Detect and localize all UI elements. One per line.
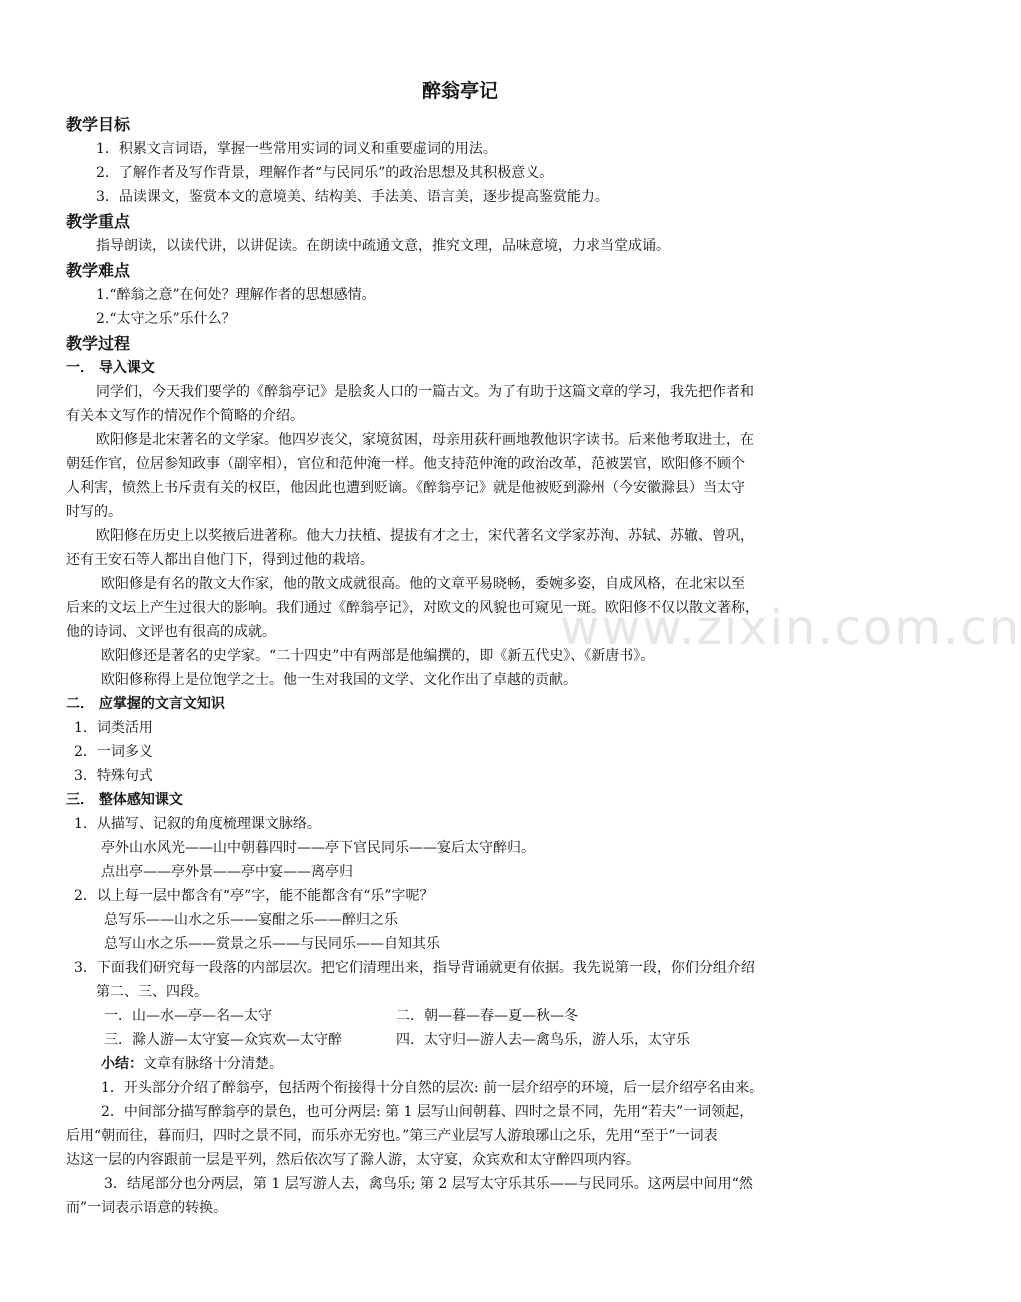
part1-line: 欧阳修在历史上以奖掖后进著称。他大力扶植、提拔有才之士，宋代著名文学家苏洵、苏轼、苏辙、曾巩， xyxy=(96,528,754,544)
part2-item: 2．一词多义 xyxy=(74,744,153,760)
heading-goals: 教学目标 xyxy=(66,115,131,134)
heading-difficulty: 教学难点 xyxy=(66,261,131,280)
part3-heading: 三． 整体感知课文 xyxy=(66,792,183,808)
part1-line: 后来的文坛上产生过很大的影响。我们通过《醉翁亭记》，对欧文的风貌也可窥见一斑。欧阳修不仅以散文著称， xyxy=(66,600,759,616)
part1-line: 他的诗词、文评也有很高的成就。 xyxy=(66,624,276,640)
part1-line: 人利害，愤然上书斥责有关的权臣，他因此也遭到贬谪。《醉翁亭记》就是他被贬到滁州（今安徽滁县）当太守 xyxy=(66,480,745,496)
part3-line: 2．以上每一层中都含有“亭”字，能不能都含有“乐”字呢？ xyxy=(74,888,434,904)
part2-item: 1．词类活用 xyxy=(74,720,153,736)
goal-item-3: 3．品读课文，鉴赏本文的意境美、结构美、手法美、语言美，逐步提高鉴赏能力。 xyxy=(96,189,609,205)
part1-line: 朝廷作官，位居参知政事（副宰相），官位和范仲淹一样。他支持范仲淹的政治改革，范被罢官，欧阳修不顾个 xyxy=(66,456,745,472)
summary-line: 3．结尾部分也分两层，第 1 层写游人去，禽鸟乐; 第 2 层写太守乐其乐——与民同乐。这两层中间用“然 xyxy=(104,1176,753,1192)
watermark: www.zixin.com.cn xyxy=(560,600,1021,656)
part3-line: 三．滁人游—太守宴—众宾欢—太守醉 xyxy=(104,1032,342,1048)
part1-heading: 一． 导入课文 xyxy=(66,360,155,376)
part3-line: 第二、三、四段。 xyxy=(96,984,208,1000)
part3-line: 3．下面我们研究每一段落的内部层次。把它们清理出来，指导背诵就更有依据。我先说第一段，你们分组介绍 xyxy=(74,960,755,976)
part1-line: 欧阳修还是著名的史学家。“二十四史”中有两部是他编撰的，即《新五代史》、《新唐书》。 xyxy=(101,648,655,664)
difficulty-item-2: 2.“太守之乐”乐什么？ xyxy=(96,311,236,327)
summary-line: 2．中间部分描写醉翁亭的景色，也可分两层: 第 1 层写山间朝暮、四时之景不同，先用“若夫”一词领起， xyxy=(101,1104,754,1120)
part1-line: 欧阳修是有名的散文大作家，他的散文成就很高。他的文章平易晓畅，委婉多姿，自成风格，在北宋以至 xyxy=(101,576,745,592)
summary-line: 而”一词表示语意的转换。 xyxy=(66,1200,228,1216)
part3-line: 1．从描写、记叙的角度梳理课文脉络。 xyxy=(74,816,321,832)
part3-line: 总写山水之乐——赏景之乐——与民同乐——自知其乐 xyxy=(104,936,440,952)
part1-line: 欧阳修称得上是位饱学之士。他一生对我国的文学、文化作出了卓越的贡献。 xyxy=(101,672,577,688)
part3-line: 亭外山水风光——山中朝暮四时——亭下官民同乐——宴后太守醉归。 xyxy=(101,840,535,856)
difficulty-item-1: 1.“醉翁之意”在何处？理解作者的思想感情。 xyxy=(96,287,376,303)
document-title: 醉翁亭记 xyxy=(421,80,498,102)
part3-line: 四．太守归—游人去—禽鸟乐，游人乐，太守乐 xyxy=(396,1032,690,1048)
part3-line: 二．朝—暮—春—夏—秋—冬 xyxy=(396,1008,578,1024)
part1-line: 有关本文写作的情况作个简略的介绍。 xyxy=(66,408,304,424)
focus-text: 指导朗读，以读代讲，以讲促读。在朗读中疏通文意，推究文理，品味意境，力求当堂成诵。 xyxy=(96,238,670,254)
part1-line: 时写的。 xyxy=(66,504,122,520)
part3-line: 一．山—水—亭—名—太守 xyxy=(104,1008,272,1024)
part1-line: 欧阳修是北宋著名的文学家。他四岁丧父，家境贫困，母亲用荻秆画地教他识字读书。后来他考取进士，在 xyxy=(96,432,754,448)
summary-text: 文章有脉络十分清楚。 xyxy=(143,1056,283,1072)
part2-item: 3．特殊句式 xyxy=(74,768,153,784)
part3-line: 点出亭——亭外景——亭中宴——离亭归 xyxy=(101,864,353,880)
part2-heading: 二． 应掌握的文言文知识 xyxy=(66,696,225,712)
goal-item-1: 1．积累文言词语，掌握一些常用实词的词义和重要虚词的用法。 xyxy=(96,141,497,157)
part1-line: 还有王安石等人都出自他门下，得到过他的栽培。 xyxy=(66,552,374,568)
heading-focus: 教学重点 xyxy=(66,212,131,231)
goal-item-2: 2．了解作者及写作背景，理解作者“与民同乐”的政治思想及其积极意义。 xyxy=(96,165,554,181)
heading-process: 教学过程 xyxy=(66,334,131,353)
part3-line: 总写乐——山水之乐——宴酣之乐——醉归之乐 xyxy=(104,912,398,928)
summary-label: 小结： xyxy=(101,1056,143,1072)
summary-line: 1．开头部分介绍了醉翁亭，包括两个衔接得十分自然的层次: 前一层介绍亭的环境，后一层介绍亭名由来。 xyxy=(101,1080,764,1096)
summary xyxy=(101,1052,283,1076)
part1-line: 同学们，今天我们要学的《醉翁亭记》是脍炙人口的一篇古文。为了有助于这篇文章的学习，我先把作者和 xyxy=(96,384,754,400)
summary-line: 后用“朝而往，暮而归，四时之景不同，而乐亦无穷也。”第三产业层写人游琅琊山之乐，先用“至于”一词表 xyxy=(66,1128,718,1144)
summary-line: 达这一层的内容跟前一层是平列，然后依次写了滁人游，太守宴，众宾欢和太守醉四项内容。 xyxy=(66,1152,640,1168)
